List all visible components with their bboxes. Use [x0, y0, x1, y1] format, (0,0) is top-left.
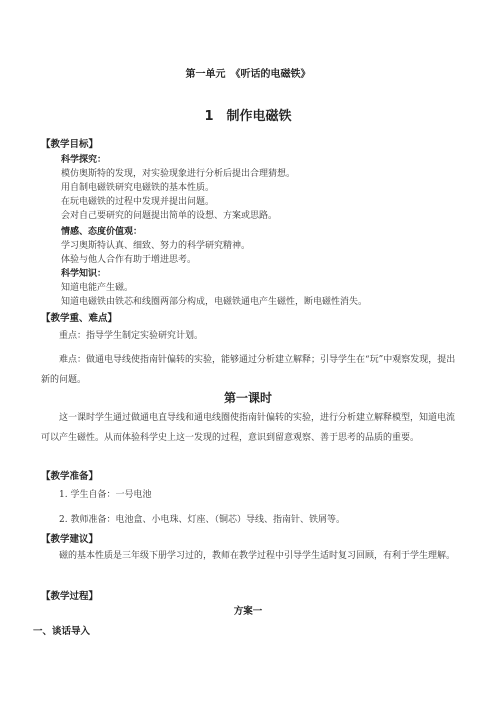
suggestion-heading: 【教学建议】 [41, 534, 99, 545]
step-heading: 一、谈话导入 [33, 626, 91, 637]
goal-line: 学习奥斯特认真、细致、努力的科学研究精神。 [61, 241, 251, 251]
difficulty-text: 难点：做通电导线使指南针偏转的实验，能够通过分析建立解释；引导学生在“玩”中观察发现，提出新的问题。 [41, 355, 456, 385]
preparation-heading: 【教学准备】 [41, 471, 99, 482]
goal-line: 知道电磁铁由铁芯和线圈两部分构成，电磁铁通电产生磁性，断电磁性消失。 [61, 297, 368, 307]
teaching-goals-heading: 【教学目标】 [41, 139, 99, 150]
science-inquiry-label: 科学探究： [61, 155, 107, 165]
plan-title: 方案一 [233, 606, 263, 617]
suggestion-text: 磁的基本性质是三年级下册学习过的，教师在教学过程中引导学生适时复习回顾，有利于学生理解。 [59, 551, 456, 561]
preparation-item: 1. 学生自备：一号电池 [59, 490, 152, 500]
goal-line: 模仿奥斯特的发现，对实验现象进行分析后提出合理猜想。 [61, 169, 296, 179]
goal-line: 体验与他人合作有助于增进思考。 [61, 255, 197, 265]
goal-line: 在玩电磁铁的过程中发现并提出问题。 [61, 197, 215, 207]
key-points-heading: 【教学重、难点】 [41, 313, 118, 324]
key-point-text: 重点：指导学生制定实验研究计划。 [59, 331, 204, 341]
preparation-item: 2. 教师准备：电池盒、小电珠、灯座、（铜芯）导线、指南针、铁屑等。 [59, 515, 345, 525]
knowledge-label: 科学知识： [61, 269, 107, 279]
period-intro: 这一课时学生通过做通电直导线和通电线圈使指南针偏转的实验，进行分析建立解释模型，知道电流可以产生磁性。从而体验科学史上这一发现的过程，意识到留意观察、善于思考的品质的重要。 [41, 413, 456, 443]
unit-title: 第一单元 《听话的电磁铁》 [185, 69, 311, 80]
lesson-title: 1 制作电磁铁 [204, 109, 292, 124]
goal-line: 用自制电磁铁研究电磁铁的基本性质。 [61, 183, 215, 193]
process-heading: 【教学过程】 [41, 591, 99, 602]
goal-line: 会对自己要研究的问题提出简单的设想、方案或思路。 [61, 211, 278, 221]
period-title: 第一课时 [223, 391, 272, 405]
attitude-label: 情感、态度价值观： [61, 227, 143, 237]
goal-line: 知道电能产生磁。 [61, 283, 134, 293]
